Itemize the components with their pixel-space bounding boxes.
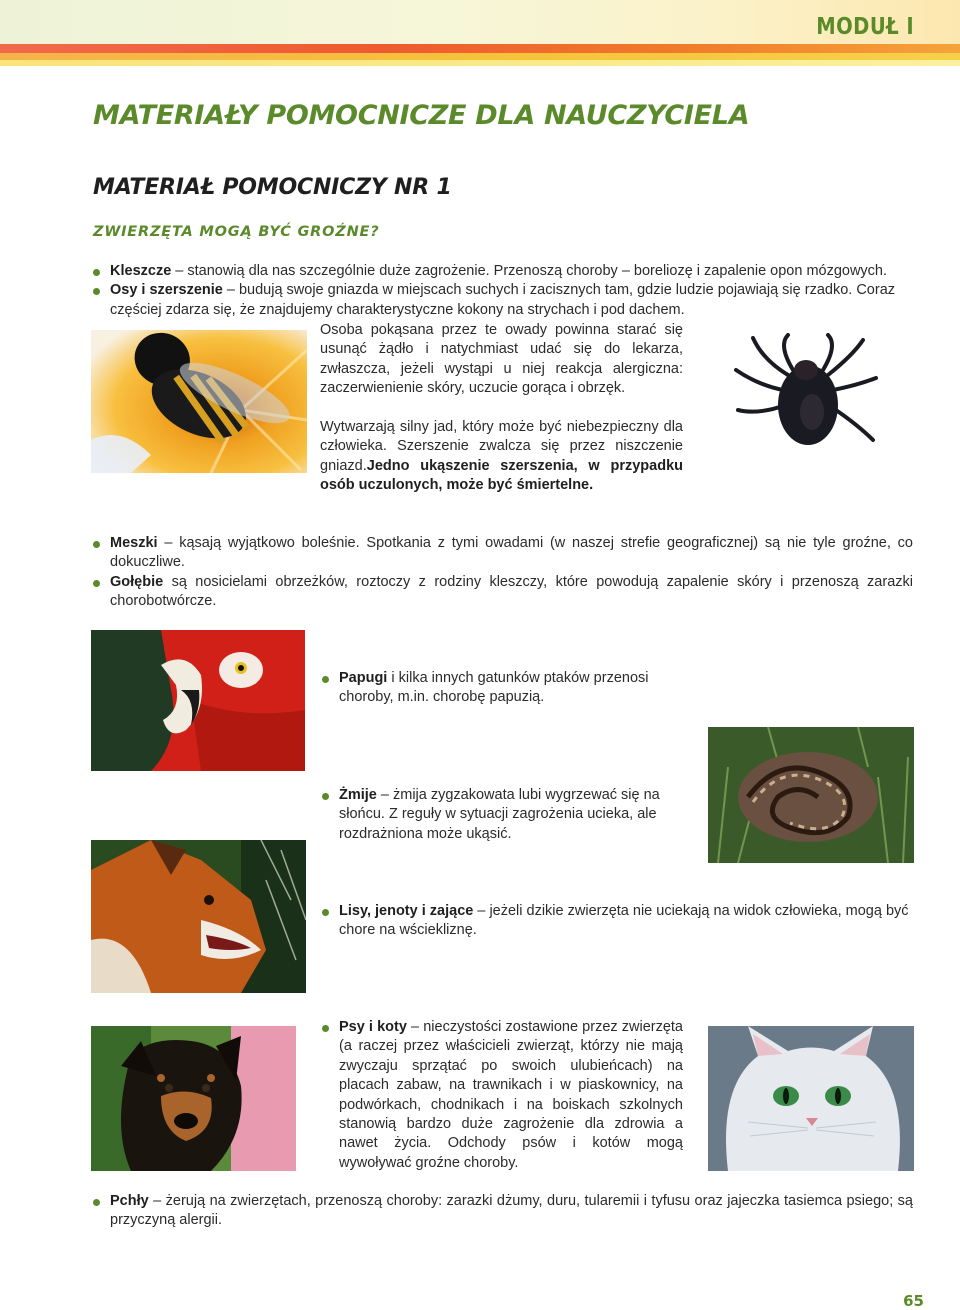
- hornet-photo: [91, 330, 307, 473]
- text-papugi: i kilka innych gatunków ptaków przenosi choroby, m.in. chorobę papuzią.: [339, 670, 649, 706]
- bullet-icon: [322, 1025, 329, 1032]
- text-golebie: są nosicielami obrzeżków, roztoczy z rodziny kleszczy, które powodują zapalenie skóry i przenoszą zarazki chorobotwórcze.: [110, 573, 913, 610]
- header-stripe-yellow: [0, 60, 960, 66]
- bullet-icon: [93, 580, 100, 587]
- term-golebie: Gołębie: [110, 573, 164, 590]
- bullet-icon: [93, 288, 100, 295]
- bullet-icon: [322, 793, 329, 800]
- list-item-psy: [322, 1018, 683, 1173]
- page-title: MATERIAŁY POMOCNICZE DLA NAUCZYCIELA: [93, 100, 750, 131]
- list-item-kleszcze: [93, 262, 913, 281]
- term-meszki: Meszki: [110, 535, 158, 551]
- fox-photo: [91, 840, 306, 993]
- bullet-icon: [93, 269, 100, 276]
- bullets-middle: [93, 534, 913, 612]
- osy-paragraph-2-text: Wytwarzają silny jad, który może być niebezpieczny dla człowieka. Szerszenie zwalcza się przez niszczenie gniazd.: [320, 419, 683, 474]
- zmije-block: [322, 786, 682, 844]
- bullet-icon: [322, 909, 329, 916]
- osy-paragraph-1: Osoba pokąsana przez te owady powinna starać się usunąć żądło i natychmiast udać się do lekarza, zwłaszcza, jeżeli wystąpi u niej reakcja alergiczna: zaczerwienienie skóry, uczucie gorąca i obrzęk.: [320, 322, 683, 397]
- list-item-golebie: [93, 573, 913, 612]
- osy-paragraph-2: [320, 418, 683, 496]
- section-heading: ZWIERZĘTA MOGĄ BYĆ GROŹNE?: [93, 224, 380, 240]
- psy-block: [322, 1018, 683, 1173]
- lisy-block: [322, 902, 914, 941]
- bullets-bottom: [93, 1192, 913, 1231]
- term-papugi: Papugi: [339, 670, 388, 686]
- header-stripe-red: [0, 44, 960, 53]
- header-stripe-orange: [0, 53, 960, 60]
- page-number: 65: [903, 1292, 924, 1310]
- bullets-top: [93, 262, 913, 320]
- text-pchly: – żerują na zwierzętach, przenoszą choroby: zarazki dżumy, duru, tularemii i tyfusu oraz jajeczka tasiemca psiego; są przyczyną alergii.: [110, 1193, 913, 1229]
- cat-photo: [708, 1026, 914, 1171]
- list-item-osy: [93, 281, 913, 320]
- term-lisy: Lisy, jenoty i zające: [339, 903, 474, 919]
- dog-photo: [91, 1026, 296, 1171]
- list-item-papugi: [322, 669, 682, 708]
- parrot-photo: [91, 630, 305, 771]
- list-item-zmije: [322, 786, 682, 844]
- text-lisy: – jeżeli dzikie zwierzęta nie uciekają na widok człowieka, mogą być chore na wściekliznę.: [339, 903, 909, 939]
- term-pchly: Pchły: [110, 1193, 149, 1209]
- osy-paragraph-2-bold: Jedno ukąszenie szerszenia, w przypadku osób uczulonych, może być śmiertelne.: [320, 457, 683, 494]
- term-kleszcze: Kleszcze: [110, 263, 172, 279]
- list-item-pchly: [93, 1192, 913, 1231]
- snake-photo: [708, 727, 914, 863]
- text-psy: – nieczystości zostawione przez zwierzęta (a raczej przez właścicieli zwierząt, którzy nie mają zwyczaju sprzątać po swoich ulubieńcach) na placach zabaw, na trawnikach i w piaskownicy, na podwórkach, chodnikach i na boiskach szkolnych stanowią bardzo duże zagrożenie dla zdrowia a nawet życia. Odchody psów i kotów mogą wywoływać groźne choroby.: [339, 1019, 683, 1171]
- list-item-lisy: [322, 902, 914, 941]
- term-psy: Psy i koty: [339, 1019, 407, 1035]
- bullet-icon: [93, 541, 100, 548]
- term-osy: Osy i szerszenie: [110, 282, 223, 299]
- list-item-meszki: [93, 534, 913, 573]
- bullet-icon: [322, 676, 329, 683]
- bullet-icon: [93, 1199, 100, 1206]
- text-meszki: – kąsają wyjątkowo boleśnie. Spotkania z tymi owadami (w naszej strefie geograficznej) są nie tyle groźne, co dokuczliwe.: [110, 535, 913, 571]
- text-osy: – budują swoje gniazda w miejscach suchych i zacisznych tam, gdzie ludzie pojawiają się rzadko. Coraz częściej zdarza się, że znajdujemy charakterystyczne kokony na strychach i pod dachem.: [110, 282, 896, 318]
- material-subtitle: MATERIAŁ POMOCNICZY NR 1: [93, 175, 452, 200]
- text-zmije: – żmija zygzakowata lubi wygrzewać się na słońcu. Z reguły w sytuacji zagrożenia ucieka, ale rozdrażniona może ukąsić.: [339, 787, 660, 842]
- papugi-block: [322, 669, 682, 708]
- text-kleszcze: – stanowią dla nas szczególnie duże zagrożenie. Przenoszą choroby – boreliozę i zapalenie opon mózgowych.: [171, 263, 888, 279]
- module-label: MODUŁ I: [816, 14, 914, 40]
- term-zmije: Żmije: [339, 787, 377, 803]
- tick-photo: [728, 330, 880, 473]
